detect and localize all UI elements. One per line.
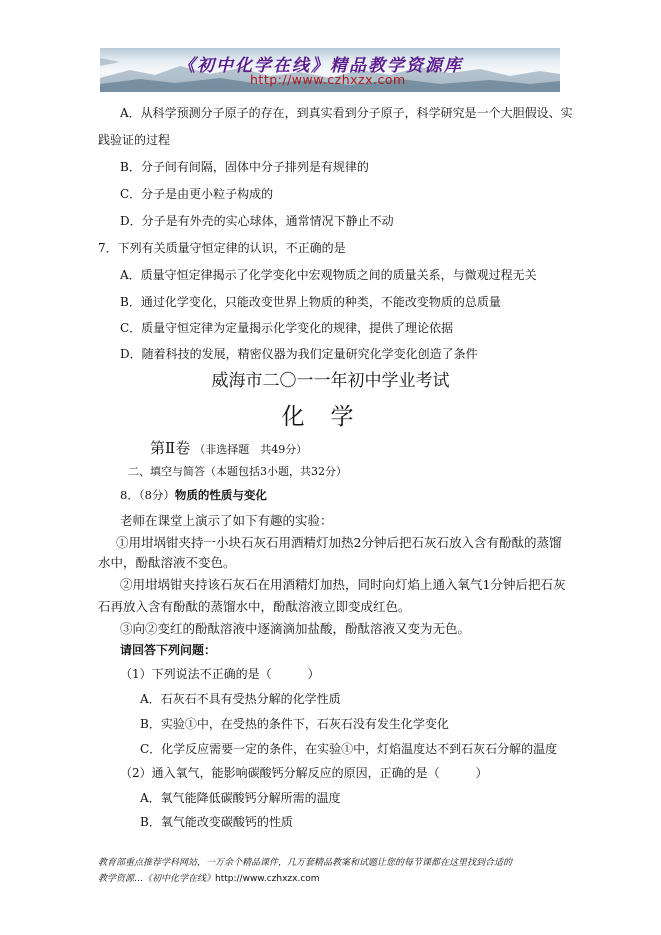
q8-exp1-line1: ①用坩埚钳夹持一小块石灰石用酒精灯加热2分钟后把石灰石放入含有酚酞的蒸馏 — [116, 535, 562, 550]
q8-exp2-line2: 石再放入含有酚酞的蒸馏水中，酚酞溶液立即变成红色。 — [98, 599, 411, 614]
q8-sub2-option-a: A．氧气能降低碳酸钙分解所需的温度 — [140, 791, 341, 805]
q8-sub1-stem: （1）下列说法不正确的是（ ） — [120, 667, 320, 681]
q8-sub1-option-c: C．化学反应需要一定的条件，在实验①中，灯焰温度达不到石灰石分解的温度 — [140, 742, 558, 756]
q7-option-b: B．通过化学变化，只能改变世界上物质的种类，不能改变物质的总质量 — [120, 295, 501, 309]
q6-option-c: C．分子是由更小粒子构成的 — [120, 187, 274, 201]
volume-label: 第Ⅱ卷 — [150, 439, 191, 457]
q8-sub2-option-b: B．氧气能改变碳酸钙的性质 — [140, 815, 293, 829]
q6-option-b: B．分子间有间隔，固体中分子排列是有规律的 — [120, 160, 369, 174]
header-banner — [100, 48, 560, 92]
part-heading: 二、填空与简答（本题包括3小题，共32分） — [128, 465, 347, 478]
q8-topic: 物质的性质与变化 — [174, 488, 267, 502]
volume-heading — [150, 437, 307, 458]
footer — [98, 855, 578, 887]
footer-line2 — [98, 871, 578, 887]
q8-sub2-stem: （2）通入氧气，能影响碳酸钙分解反应的原因，正确的是（ ） — [120, 766, 488, 780]
q8-sub1-option-a: A．石灰石不具有受热分解的化学性质 — [140, 692, 341, 706]
q8-intro: 老师在课堂上演示了如下有趣的实验： — [120, 513, 333, 528]
q8-stem — [120, 487, 267, 503]
q8-exp3: ③向②变红的酚酞溶液中逐滴滴加盐酸，酚酞溶液又变为无色。 — [120, 621, 471, 636]
footer-line1: 教育部重点推荐学科网站，一万余个精品课件，几万套精品教案和试题让您的每节课都在这里找到合适的 — [98, 858, 513, 868]
footer-url: http://www.czhxzx.com — [215, 874, 320, 884]
footer-line2-text: 教学资源…《初中化学在线》 — [98, 874, 216, 884]
banner-title: 《初中化学在线》精品教学资源库 — [178, 56, 463, 76]
q7-stem: 7．下列有关质量守恒定律的认识，不正确的是 — [98, 241, 346, 255]
q8-exp2-line1: ②用坩埚钳夹持该石灰石在用酒精灯加热，同时向灯焰上通入氧气1分钟后把石灰 — [120, 577, 566, 592]
q6-option-a-line2: 践验证的过程 — [98, 133, 171, 147]
subject-title: 化学 — [281, 404, 380, 430]
banner-url: http://www.czhxzx.com — [250, 72, 406, 87]
q7-option-d: D．随着科技的发展，精密仪器为我们定量研究化学变化创造了条件 — [120, 347, 478, 361]
q7-option-c: C．质量守恒定律为定量揭示化学变化的规律，提供了理论依据 — [120, 321, 454, 335]
exam-title: 威海市二〇一一年初中学业考试 — [211, 371, 450, 391]
q8-exp1-line2: 水中，酚酞溶液不变色。 — [98, 555, 236, 570]
q7-option-a: A．质量守恒定律揭示了化学变化中宏观物质之间的质量关系，与微观过程无关 — [120, 268, 537, 282]
q8-number: 8．（8分） — [120, 488, 175, 502]
q6-option-a-line1: A．从科学预测分子原子的存在，到真实看到分子原子，科学研究是一个大胆假设、实 — [120, 106, 573, 120]
volume-note: （非选择题 共49分） — [194, 443, 308, 456]
q6-option-d: D．分子是有外壳的实心球体，通常情况下静止不动 — [120, 214, 394, 228]
q8-sub1-option-b: B．实验①中，在受热的条件下，石灰石没有发生化学变化 — [140, 717, 449, 731]
q8-prompt: 请回答下列问题： — [120, 643, 217, 657]
